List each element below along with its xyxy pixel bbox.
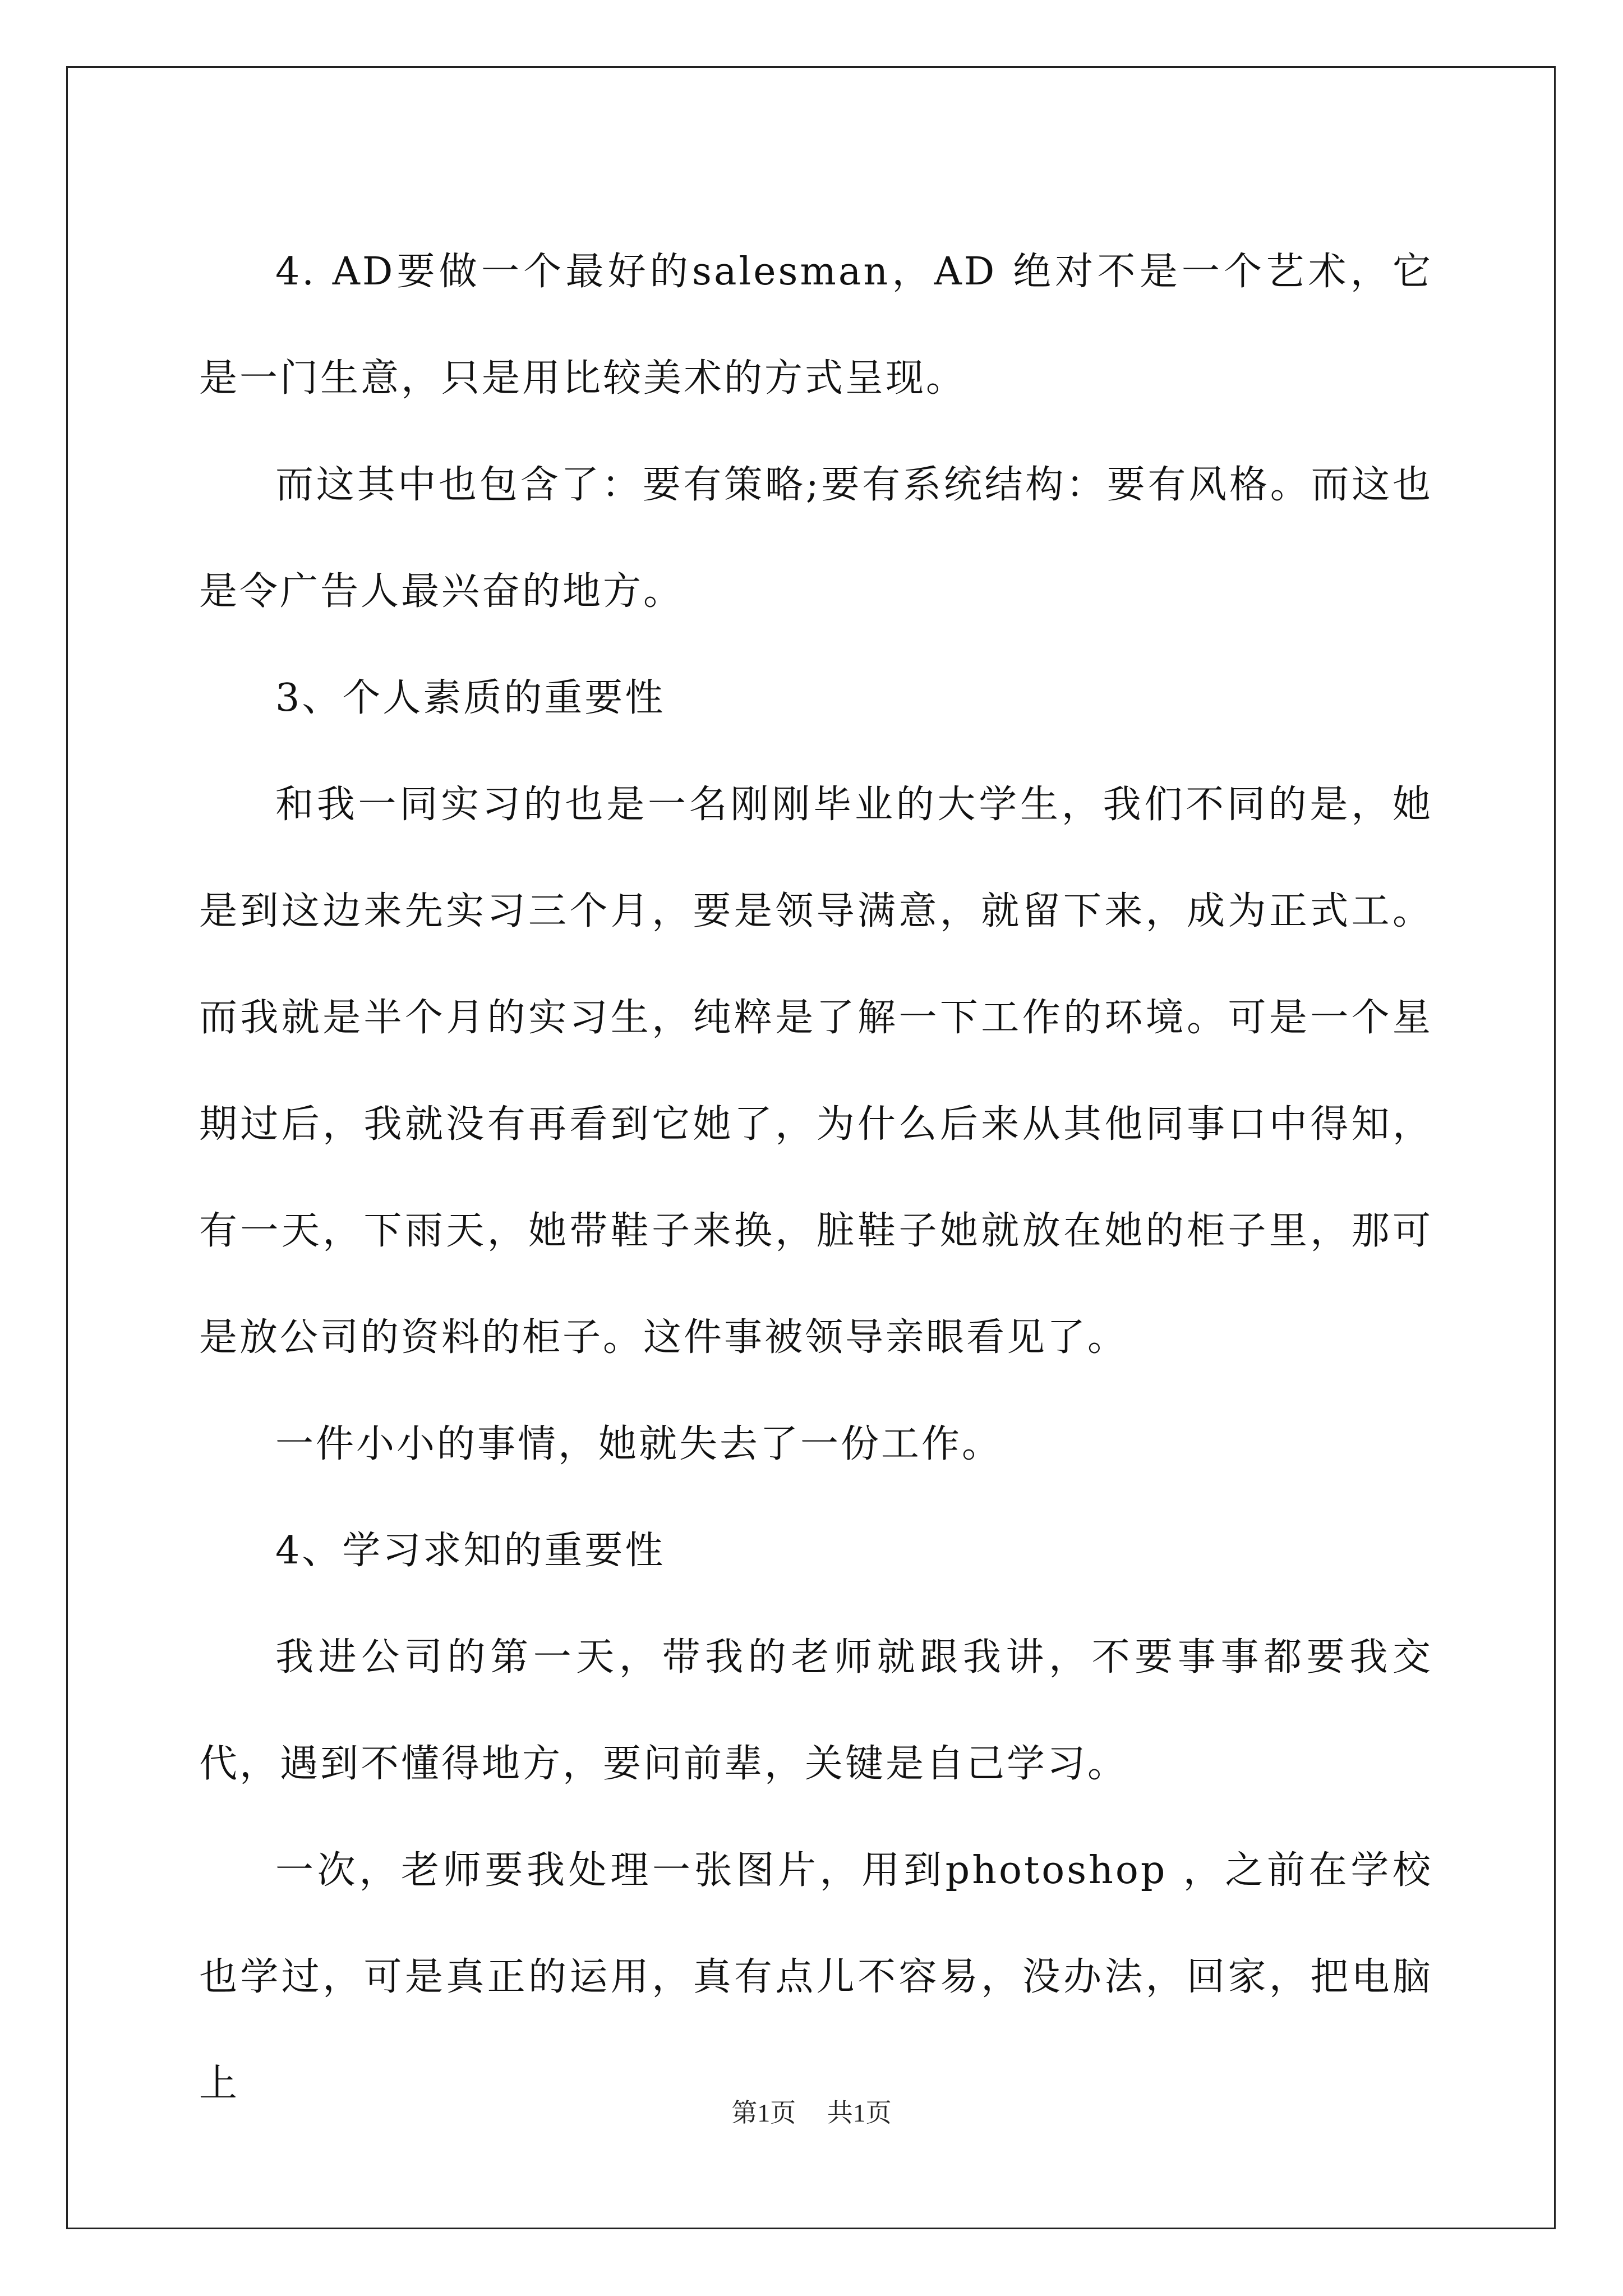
page-total: 共1页: [827, 2099, 892, 2127]
paragraph: 和我一同实习的也是一名刚刚毕业的大学生，我们不同的是，她是到这边来先实习三个月，要是领导满意，就留下来，成为正式工。而我就是半个月的实习生，纯粹是了解一下工作的环境。可是一个星期过后，我就没有再看到它她了，为什么后来从其他同事口中得知，有一天，下雨天，她带鞋子来换，脏鞋子她就放在她的柜子里，那可是放公司的资料的柜子。这件事被领导亲眼看见了。: [199, 783, 1433, 1360]
paragraph: 4. AD要做一个最好的salesman，AD 绝对不是一个艺术，它是一门生意，只是用比较美术的方式呈现。: [199, 250, 1433, 401]
document-body: [199, 219, 1433, 2137]
section-heading: 3、个人素质的重要性: [275, 676, 666, 720]
paragraph: 一次，老师要我处理一张图片，用到photoshop ，之前在学校也学过，可是真正的运用，真有点儿不容易，没办法，回家，把电脑上: [199, 1848, 1433, 2106]
paragraph: 我进公司的第一天，带我的老师就跟我讲，不要事事都要我交代，遇到不懂得地方，要问前辈，关键是自己学习。: [199, 1635, 1433, 1786]
page-number: 第1页: [731, 2099, 796, 2127]
paragraph: 一件小小的事情，她就失去了一份工作。: [275, 1422, 1003, 1466]
section-heading: 4、学习求知的重要性: [275, 1529, 666, 1573]
page-footer: [0, 2092, 1623, 2129]
paragraph: 而这其中也包含了：要有策略;要有系统结构：要有风格。而这也是令广告人最兴奋的地方。: [199, 463, 1433, 614]
